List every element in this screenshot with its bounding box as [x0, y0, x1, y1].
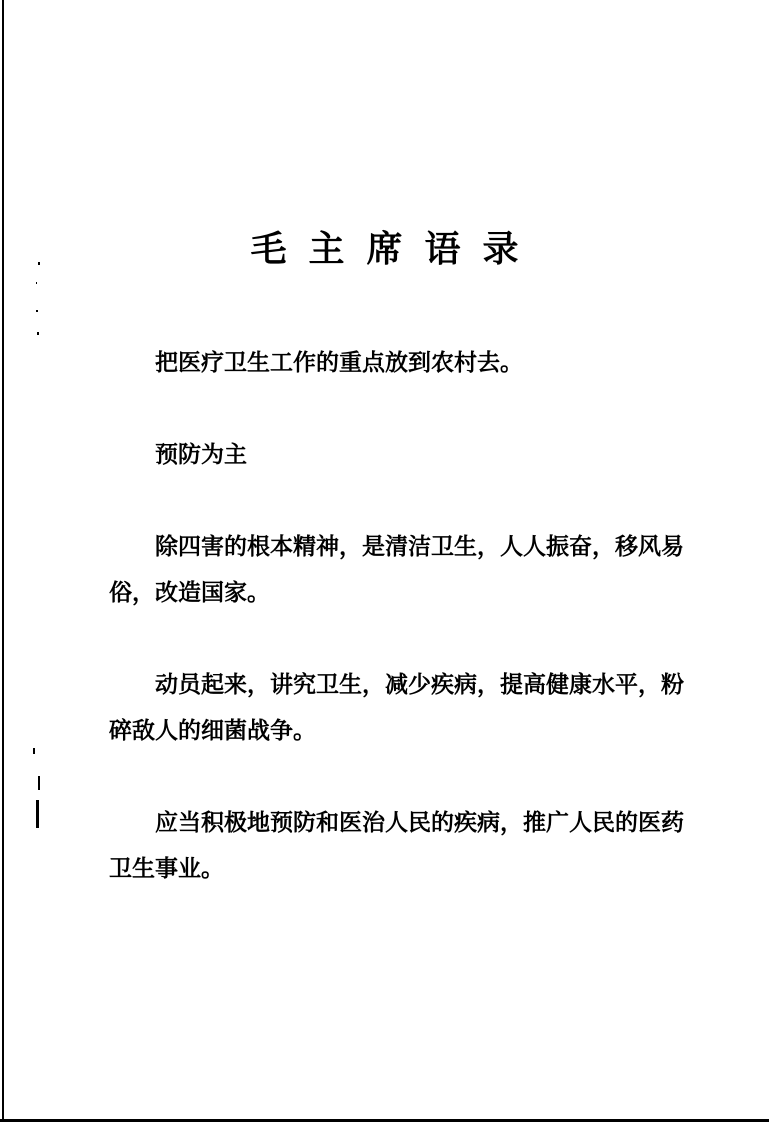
scan-speck	[37, 332, 39, 335]
scan-speck	[38, 776, 40, 790]
scan-speck	[36, 310, 38, 312]
quotation-list	[109, 340, 699, 938]
page-left-edge	[2, 0, 4, 1122]
scan-speck	[33, 748, 35, 754]
scan-speck	[36, 800, 39, 828]
quotation: 预防为主	[155, 442, 247, 468]
quotation: 应当积极地预防和医治人民的疾病，推广人民的医药卫生事业。	[109, 810, 684, 882]
quotation: 除四害的根本精神，是清洁卫生，人人振奋，移风易俗，改造国家。	[109, 534, 684, 606]
quotation: 把医疗卫生工作的重点放到农村去。	[155, 350, 523, 376]
quotation: 动员起来，讲究卫生，减少疾病，提高健康水平，粉碎敌人的细菌战争。	[109, 672, 684, 744]
scan-speck	[36, 282, 37, 284]
page-title: 毛主席语录	[250, 229, 541, 270]
